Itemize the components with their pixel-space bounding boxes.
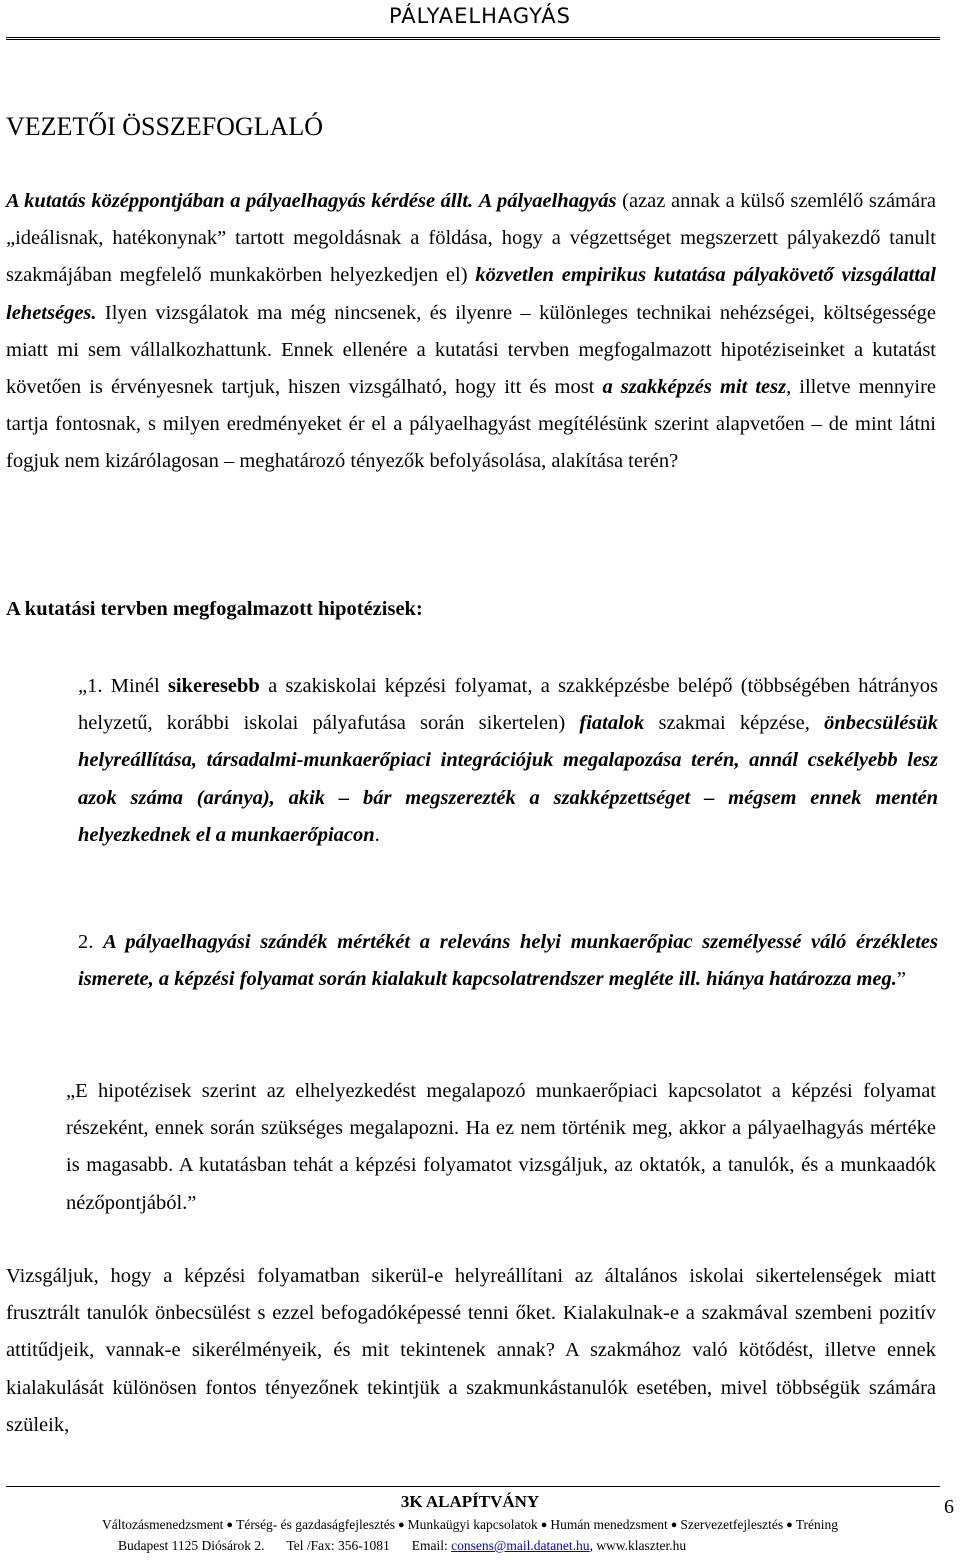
hypothesis-1-emphasis-2: önbecsülésük helyreállítása, társadalmi-munkaerőpiaci integrációjuk megalapozása terén, annál csekélyebb lesz azok száma (aránya), akik – bár megszerezték a szakképzettséget – mégsem ennek mentén helyezkednek el a munkaerőpiacon [78, 712, 938, 846]
page-heading: VEZETŐI ÖSSZEFOGLALÓ [6, 112, 324, 141]
footer-service: Térség- és gazdaságfejlesztés [236, 1517, 395, 1532]
intro-text-1: (azaz annak a külső szemlélő számára „ideálisnak, hatékonynak” tartott megoldásnak a földása, hogy a végzettséget megszerzett pályakezdő tanult szakmájában megfelelő munkakörben helyezkedjen el) [6, 190, 937, 287]
footer-contact [118, 1538, 686, 1554]
intro-emphasis-1: közvetlen empirikus kutatása pályakövető vizsgálattal lehetséges. [6, 264, 936, 324]
bullet-icon: ● [398, 1519, 405, 1531]
hypothesis-2-number: 2. [78, 931, 104, 953]
header-rule [6, 37, 940, 40]
hypothesis-1-text-2: szakmai képzése, [644, 712, 825, 735]
hypothesis-1 [78, 668, 938, 854]
body-paragraph: Vizsgáljuk, hogy a képzési folyamatban sikerül-e helyreállítani az általános iskolai sikertelenségek miatt frusztrált tanulók önbecsülést s ezzel befogadóképessé tenni őket. Kialakulnak-e a szakmával szembeni pozitív attitűdjeik, vannak-e sikerélményeik, és mit tekintenek annak? A szakmához való kötődést, illetve ennek kialakulását különösen fontos tényezőnek tekintjük a szakmunkástanulók esetében, mivel többségük számára szüleik, [6, 1265, 936, 1436]
footer-phone: Tel /Fax: 356-1081 [286, 1538, 390, 1553]
bullet-icon: ● [540, 1519, 548, 1531]
hypothesis-1-text: a szakiskolai képzési folyamat, a szakképzésbe belépő (többségében hátrányos helyzetű, korábbi iskolai pályafutása során sikertelen) [78, 675, 938, 735]
hypothesis-2 [78, 924, 938, 998]
footer-website[interactable]: , www.klaszter.hu [589, 1538, 687, 1553]
bullet-icon: ● [226, 1519, 234, 1531]
footer-service: Tréning [795, 1517, 839, 1532]
hypothesis-1-emphasis-1: fiatalok [579, 712, 645, 735]
hypothesis-1-end: . [374, 823, 380, 846]
page-number: 6 [944, 1496, 954, 1518]
footer-email-link[interactable]: consens@mail.datanet.hu [451, 1538, 590, 1553]
intro-emphasis-2: a szakképzés mit tesz [602, 376, 787, 399]
hypothesis-2-emphasis: A pályaelhagyási szándék mértékét a releváns helyi munkaerőpiac személyessé váló érzékletes ismerete, a képzési folyamat során kialakult kapcsolatrendszer megléte ill. hiánya határozza meg. [78, 931, 938, 991]
footer-rule [6, 1486, 940, 1487]
footer-service: Szervezetfejlesztés [680, 1517, 784, 1532]
intro-text-2: Ilyen vizsgálatok ma még nincsenek, és ilyenre – különleges technikai nehézségei, költségessége miatt mi sem vállalkozhattunk. Ennek ellenére a kutatási tervben megfogalmazott hipotéziseinket a kutatást követően is érvényesnek tartjuk, hiszen vizsgálható, hogy itt és most [6, 301, 936, 399]
intro-paragraph [6, 183, 936, 481]
footer-email-label: Email: [411, 1538, 452, 1553]
footer-service: Változásmenedzsment [101, 1517, 224, 1532]
hypothesis-1-number: „1. Minél [78, 675, 168, 697]
intro-text-3: , illetve mennyire tartja fontosnak, s milyen eredményeket ér el a pályaelhagyást megítélésünk szerint alapvetően – de mint látni fogjuk nem kizárólagosan – meghatározó tényezők befolyásolása, alakítása terén? [6, 376, 936, 473]
footer-address: Budapest 1125 Diósárok 2. [118, 1538, 265, 1553]
bullet-icon: ● [786, 1519, 793, 1531]
intro-lead: A kutatás középpontjában a pályaelhagyás kérdése állt. [6, 190, 474, 212]
hypotheses-title: A kutatási tervben megfogalmazott hipotézisek: [6, 598, 423, 620]
footer-service: Humán menedzsment [550, 1517, 668, 1532]
bullet-icon: ● [670, 1519, 678, 1531]
intro-topic: A pályaelhagyás [478, 190, 617, 212]
footer-org: 3K ALAPÍTVÁNY [400, 1492, 540, 1511]
page-header-title: PÁLYAELHAGYÁS [388, 4, 572, 28]
hypothesis-1-keyword: sikeresebb [167, 675, 260, 697]
quote-paragraph: „E hipotézisek szerint az elhelyezkedést megalapozó munkaerőpiaci kapcsolatot a képzési folyamat részeként, ennek során szükséges megalapozni. Ha ez nem történik meg, akkor a pályaelhagyás mértéke is magasabb. A kutatásban tehát a képzési folyamatot vizsgáljuk, az oktatók, a tanulók, és a munkaadók nézőpontjából.” [66, 1080, 936, 1214]
footer-services [0, 1517, 940, 1533]
hypothesis-2-quote-end: ” [896, 968, 906, 991]
footer-service: Munkaügyi kapcsolatok [407, 1517, 538, 1532]
